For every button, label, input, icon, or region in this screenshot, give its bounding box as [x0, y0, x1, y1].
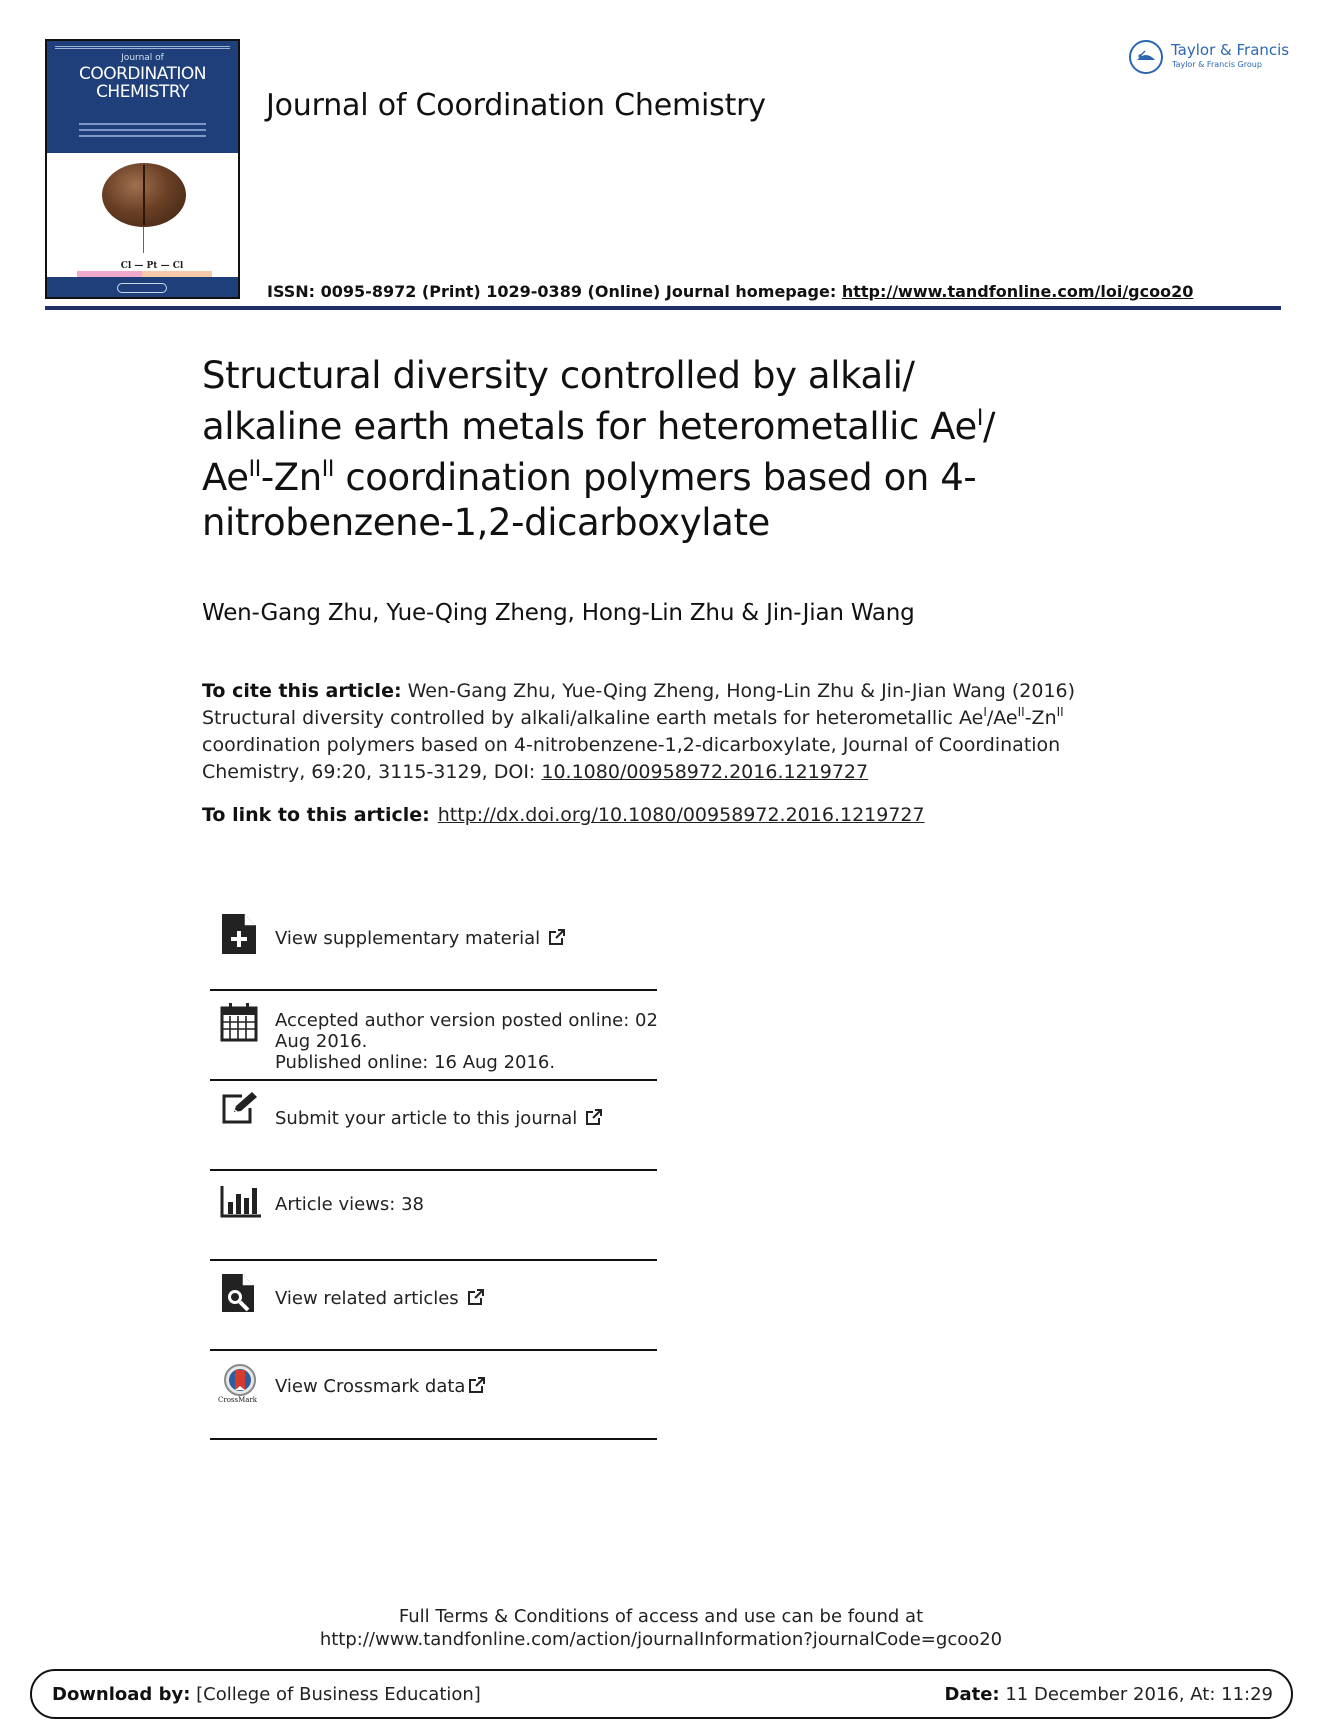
title-line-4: nitrobenzene-1,2-dicarboxylate — [202, 501, 770, 544]
publisher-logo — [1129, 38, 1289, 78]
supplementary-label: View supplementary material — [275, 928, 541, 949]
info-divider — [210, 1349, 657, 1351]
download-date: Date: 11 December 2016, At: 11:29 — [944, 1684, 1273, 1705]
external-link-icon — [548, 928, 566, 946]
related-text — [275, 1288, 485, 1309]
citation-block — [202, 678, 1102, 786]
file-plus-icon — [220, 912, 260, 956]
accepted-date-line2: Aug 2016. — [275, 1031, 368, 1052]
header-divider — [45, 306, 1281, 310]
bar-chart-icon — [220, 1184, 260, 1228]
info-divider — [210, 1438, 657, 1440]
link-label: To link to this article: — [202, 804, 430, 826]
title-line-2: alkaline earth metals for heterometallic $Ae^I/$ — [202, 405, 996, 448]
cover-editor-lines — [67, 119, 218, 143]
crossmark-text — [275, 1376, 486, 1397]
title-line-1: Structural diversity controlled by alkali/ — [202, 354, 915, 397]
cover-publisher-logo — [117, 283, 167, 293]
submit-label: Submit your article to this journal — [275, 1108, 578, 1129]
terms-line-1: Full Terms & Conditions of access and use can be found at — [398, 1606, 924, 1627]
journal-name: Journal of Coordination Chemistry — [266, 88, 766, 123]
cover-journal-of: Journal of — [121, 53, 164, 63]
cover-bond-line — [143, 227, 144, 253]
citation-line-2: Structural diversity controlled by alkali/alkaline earth metals for heterometallic $Ae^I/Ae^{II}-Zn^{II}$ — [202, 705, 1064, 729]
crossmark-icon-label: CrossMark — [218, 1396, 258, 1404]
submit-text — [275, 1108, 603, 1129]
doi-link[interactable]: 10.1080/00958972.2016.1219727 — [541, 761, 869, 783]
issn-line — [267, 282, 1193, 301]
cover-title — [47, 65, 238, 101]
crossmark-icon — [218, 1364, 262, 1408]
external-link-icon — [467, 1288, 485, 1306]
terms-notice — [0, 1605, 1322, 1651]
journal-cover-image — [45, 39, 240, 299]
citation-line-1: To cite this article: Wen-Gang Zhu, Yue-Qing Zheng, Hong-Lin Zhu & Jin-Jian Wang (2016) — [202, 680, 1076, 702]
article-title — [202, 350, 1082, 548]
journal-homepage-link[interactable]: http://www.tandfonline.com/loi/gcoo20 — [841, 282, 1194, 301]
publisher-name: Taylor & Francis — [1171, 41, 1290, 59]
accepted-date-line1: Accepted author version posted online: 02 — [275, 1010, 658, 1031]
article-doi-url-link[interactable]: http://dx.doi.org/10.1080/00958972.2016.1219727 — [437, 804, 925, 826]
cover-bean-groove — [143, 165, 145, 225]
download-info-bar — [30, 1669, 1293, 1719]
search-document-icon — [220, 1272, 260, 1316]
external-link-icon — [468, 1376, 486, 1394]
cite-label: To cite this article: — [202, 680, 402, 702]
external-link-icon — [585, 1108, 603, 1126]
cover-top-lines — [55, 46, 230, 49]
title-line-3: $Ae^{II}-Zn^{II}$ coordination polymers based on 4- — [202, 456, 977, 499]
calendar-icon — [220, 1002, 260, 1046]
views-text: Article views: 38 — [275, 1194, 424, 1215]
article-link-line — [202, 804, 925, 826]
crossmark-label: View Crossmark data — [275, 1376, 466, 1397]
published-date: Published online: 16 Aug 2016. — [275, 1052, 556, 1073]
info-divider — [210, 1079, 657, 1081]
dates-text — [275, 1010, 658, 1073]
cover-title-line1: COORDINATION — [78, 64, 207, 84]
info-divider — [210, 1259, 657, 1261]
issn-text: ISSN: 0095-8972 (Print) 1029-0389 (Online) Journal homepage: — [267, 282, 842, 301]
citation-line-3: coordination polymers based on 4-nitrobenzene-1,2-dicarboxylate, Journal of Coordination — [202, 734, 1061, 756]
download-by: Download by: [College of Business Education] — [52, 1684, 481, 1705]
publisher-logo-icon — [1129, 40, 1163, 74]
info-divider — [210, 989, 657, 991]
citation-line-4: Chemistry, 69:20, 3115-3129, DOI: 10.1080/00958972.2016.1219727 — [202, 761, 869, 783]
related-label: View related articles — [275, 1288, 459, 1309]
terms-url[interactable]: http://www.tandfonline.com/action/journalInformation?journalCode=gcoo20 — [319, 1629, 1003, 1650]
cover-title-line2: CHEMISTRY — [96, 82, 189, 102]
supplementary-text — [275, 928, 566, 949]
publisher-group: Taylor & Francis Group — [1172, 60, 1262, 69]
author-list: Wen-Gang Zhu, Yue-Qing Zheng, Hong-Lin Zhu & Jin-Jian Wang — [202, 600, 915, 626]
cover-formula: Cl — Pt — Cl — [120, 261, 184, 271]
info-divider — [210, 1169, 657, 1171]
edit-icon — [220, 1090, 260, 1134]
